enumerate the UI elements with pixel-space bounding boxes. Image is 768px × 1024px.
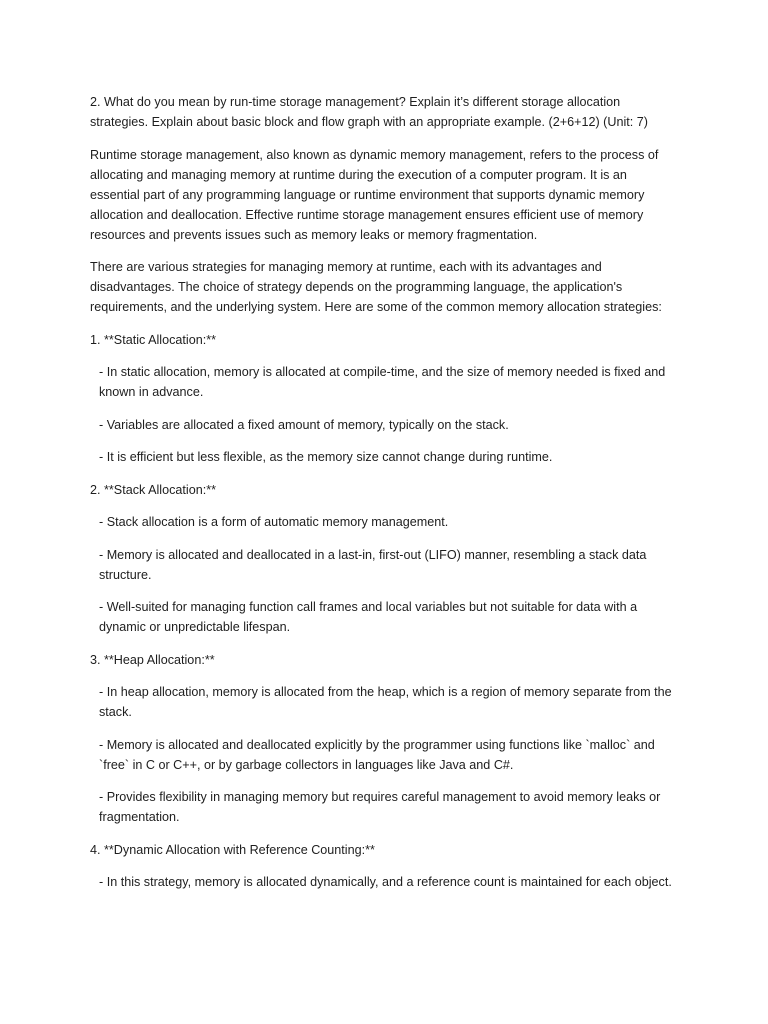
bullet-point: - In this strategy, memory is allocated dynamically, and a reference count is maintained for each object. — [99, 875, 672, 889]
section-heading-heap-allocation: 3. **Heap Allocation:** — [90, 652, 215, 667]
bullet-point: - Memory is allocated and deallocated explicitly by the programmer using functions like `malloc` and `free` in C or C++, or by garbage collectors in languages like Java and C#. — [99, 737, 655, 772]
bullet-point: - In static allocation, memory is allocated at compile-time, and the size of memory needed is fixed and known in advance. — [99, 365, 666, 399]
bullet-point: - In heap allocation, memory is allocated from the heap, which is a region of memory separate from the stack. — [99, 685, 672, 719]
section-heading-stack-allocation: 2. **Stack Allocation:** — [90, 482, 217, 497]
intro-paragraph: Runtime storage management, also known as dynamic memory management, refers to the process of allocating and managing memory at runtime during the execution of a computer program. It is an essential part of any programming language or runtime environment that supports dynamic memory allocation and deallocation. Effective runtime storage management ensures efficient use of memory resources and prevents issues such as memory leaks or memory fragmentation. — [90, 147, 659, 242]
bullet-point: - Memory is allocated and deallocated in a last-in, first-out (LIFO) manner, resembling a stack data structure. — [99, 547, 647, 582]
intro-paragraph: There are various strategies for managing memory at runtime, each with its advantages and disadvantages. The choice of strategy depends on the programming language, the application's requirements, and the underlying system. Here are some of the common memory allocation strategies: — [90, 260, 662, 314]
bullet-point: - Provides flexibility in managing memory but requires careful management to avoid memory leaks or fragmentation. — [99, 790, 661, 824]
bullet-point: - It is efficient but less flexible, as the memory size cannot change during runtime. — [99, 450, 553, 464]
document-body — [90, 92, 680, 905]
section-heading-static-allocation: 1. **Static Allocation:** — [90, 332, 217, 347]
section-heading-reference-counting: 4. **Dynamic Allocation with Reference Counting:** — [90, 842, 375, 857]
question-heading: 2. What do you mean by run-time storage management? Explain it’s different storage allocation strategies. Explain about basic block and flow graph with an appropriate example. (2+6+12) (Unit: 7) — [90, 95, 648, 129]
bullet-point: - Well-suited for managing function call frames and local variables but not suitable for data with a dynamic or unpredictable lifespan. — [99, 600, 638, 634]
bullet-point: - Variables are allocated a fixed amount of memory, typically on the stack. — [99, 417, 509, 432]
bullet-point: - Stack allocation is a form of automatic memory management. — [99, 515, 449, 529]
